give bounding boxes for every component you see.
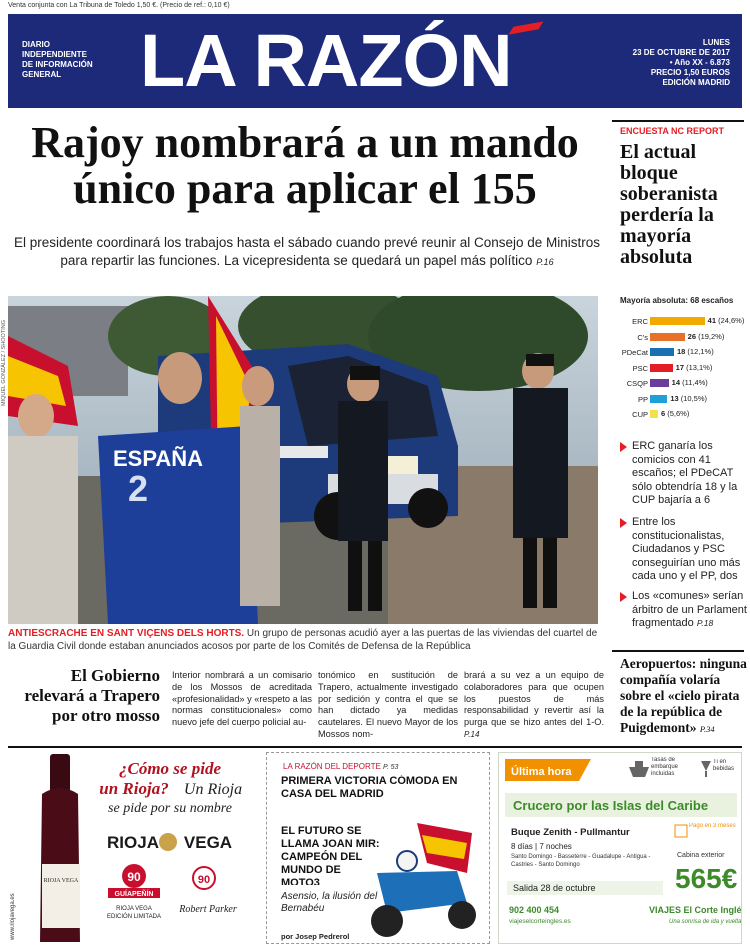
photo-caption bbox=[8, 628, 600, 653]
ship-icon bbox=[629, 761, 649, 777]
top-note: Venta conjunta con La Tribuna de Toledo 1,50 €. (Precio de ref.: 0,10 €) bbox=[8, 2, 230, 9]
poll-row bbox=[620, 392, 748, 408]
poll-row bbox=[620, 361, 748, 377]
poll-row bbox=[620, 345, 748, 361]
svg-text:Buque Zenith - Pullmantur: Buque Zenith - Pullmantur bbox=[511, 827, 630, 838]
svg-text:90: 90 bbox=[197, 874, 211, 886]
main-headline[interactable]: Rajoy nombrará a un mando único para aplicar el 155 bbox=[31, 118, 579, 213]
poll-row bbox=[620, 407, 748, 423]
page-ref: P.18 bbox=[696, 618, 714, 628]
poll-bar bbox=[650, 348, 674, 356]
poll-row bbox=[620, 376, 748, 392]
svg-text:Una sonrisa de ida y vuelta: Una sonrisa de ida y vuelta bbox=[669, 919, 741, 925]
poll-party-label: PSC bbox=[632, 363, 648, 373]
sports-story-1[interactable]: PRIMERA VICTORIA CÓMODA EN CASA DEL MADRID bbox=[281, 775, 458, 800]
airports-headline[interactable]: Aeropuertos: ninguna compañía volaría sobre el «cielo pirata de la república de Puigdemont» P.34 bbox=[620, 656, 747, 735]
svg-text:se pide por su nombre: se pide por su nombre bbox=[108, 801, 232, 816]
page-ref: P.34 bbox=[699, 724, 715, 734]
poll-row bbox=[620, 330, 748, 346]
poll-bar bbox=[650, 364, 673, 372]
svg-text:www.riojavega.es: www.riojavega.es bbox=[10, 893, 16, 940]
svg-text:Robert Parker: Robert Parker bbox=[179, 904, 237, 915]
svg-text:902 400 454: 902 400 454 bbox=[509, 905, 560, 915]
svg-text:8 días | 7 noches: 8 días | 7 noches bbox=[511, 842, 572, 851]
poll-value-label: 6 (5,6%) bbox=[661, 409, 690, 418]
poll-bar bbox=[650, 395, 667, 403]
poll-value-label: 18 (12,1%) bbox=[677, 347, 714, 356]
sidebar-rule bbox=[612, 650, 744, 652]
svg-text:RIOJA VEGA: RIOJA VEGA bbox=[43, 878, 79, 884]
trapero-column-1: Interior nombrará a un comisario de los Mossos de acreditada «profesionalidad» y «respeto a las normas constitucionales» como nuevo jefe del cuerpo policial au- bbox=[172, 670, 312, 728]
svg-text:P. 53: P. 53 bbox=[383, 764, 399, 771]
poll-value-label: 41 (24,6%) bbox=[707, 316, 745, 325]
page-ref: P.16 bbox=[536, 257, 554, 267]
trapero-column-3: brará a su vez a un equipo de colaboradores para que ocupen los puestos de más responsabilidad y revertir así la purga que se hizo antes del 1-O. P.14 bbox=[464, 670, 604, 739]
svg-text:Última hora: Última hora bbox=[511, 766, 572, 778]
travel-advert[interactable]: Última hora Tasas de embarque incluidas Ti en bebidas Crucero por las Islas del Caribe Buque Zenith - Pullmantur 8 días | 7 noches Santo Domingo - Basseterre - Guadalupe - Antigua - Castries - Santo Domingo Pago en 3 meses Cabina exterior 565€ Salida 28 de octubre 902 400 454 viajeselcorteingles.es VIAJES El Corte Inglés Una sonrisa de ida y vuelta bbox=[498, 752, 742, 944]
svg-text:Crucero por las Islas del Cari: Crucero por las Islas del Caribe bbox=[513, 798, 709, 813]
svg-text:viajeselcorteingles.es: viajeselcorteingles.es bbox=[509, 918, 571, 925]
arrow-icon bbox=[620, 518, 627, 528]
poll-row bbox=[620, 314, 748, 330]
svg-text:EDICIÓN LIMITADA: EDICIÓN LIMITADA bbox=[107, 914, 161, 920]
poll-bar bbox=[650, 333, 685, 341]
svg-text:90: 90 bbox=[127, 870, 141, 884]
wine-bottle-icon bbox=[40, 754, 80, 942]
svg-text:GUÍAPEÑÍN: GUÍAPEÑÍN bbox=[114, 891, 154, 898]
sidebar-kicker: ENCUESTA NC REPORT bbox=[620, 126, 725, 136]
sports-promo[interactable] bbox=[266, 752, 490, 944]
sidebar-rule bbox=[612, 120, 744, 122]
poll-value-label: 13 (10,5%) bbox=[670, 393, 708, 403]
caption-lead: ANTIESCRACHE EN SANT VIÇENS DELS HORTS. bbox=[8, 628, 245, 639]
bullet-item[interactable]: Los «comunes» serían árbitro de un Parlament fragmentado P.18 bbox=[620, 590, 748, 631]
bullet-item[interactable]: Entre los constitucionalistas, Ciudadanos y PSC conseguirían uno más cada uno y el PP, dos bbox=[620, 516, 748, 584]
arrow-icon bbox=[620, 442, 627, 452]
bottom-rule bbox=[8, 746, 742, 748]
masthead-tagline: DIARIO INDEPENDIENTE DE INFORMACIÓN GENERAL bbox=[22, 40, 93, 79]
newspaper-logo: LA RAZÓN bbox=[140, 19, 512, 102]
page-ref: P.14 bbox=[464, 729, 480, 739]
poll-value-label: 14 (11,4%) bbox=[671, 378, 708, 387]
logo-accent-mark bbox=[509, 21, 544, 34]
main-photo[interactable] bbox=[8, 296, 598, 624]
calendar-icon bbox=[675, 825, 687, 837]
sports-story-2[interactable]: EL FUTURO SE LLAMA JOAN MIR: CAMPEÓN DEL MUNDO DE MOTO3 bbox=[281, 825, 380, 885]
wine-advert[interactable] bbox=[8, 752, 258, 944]
svg-text:Un Rioja: Un Rioja bbox=[183, 781, 243, 798]
main-deck: El presidente coordinará los trabajos hasta el sábado cuando prevé reunir al Consejo de Ministros para repartir las funciones. La vicepresidenta se quedará un papel más político P.16 bbox=[13, 235, 601, 268]
glass-icon bbox=[701, 761, 711, 777]
svg-text:565€: 565€ bbox=[675, 863, 738, 894]
masthead bbox=[8, 14, 742, 108]
sidebar-headline[interactable]: El actual bloque soberanista perdería la mayoría absoluta bbox=[620, 141, 718, 268]
masthead-edition-info: LUNES 23 DE OCTUBRE DE 2017 • Año XX - 6.873 PRECIO 1,50 EUROS EDICIÓN MADRID bbox=[632, 38, 730, 87]
poll-party-label: ERC bbox=[632, 317, 648, 326]
sports-column[interactable]: Asensio, la ilusión del Bernabéu bbox=[281, 891, 378, 914]
poll-party-label: PDeCat bbox=[621, 348, 648, 357]
poll-bar bbox=[650, 410, 658, 418]
main-photo-illustration bbox=[8, 296, 598, 624]
poll-bar bbox=[650, 379, 669, 387]
svg-text:RIOJA: RIOJA bbox=[107, 833, 159, 852]
poll-party-label: PP bbox=[637, 394, 648, 404]
svg-text:LA RAZÓN DEL DEPORTE: LA RAZÓN DEL DEPORTE bbox=[283, 762, 381, 771]
poll-party-label: C's bbox=[637, 332, 648, 342]
poll-party-label: CUP bbox=[632, 410, 648, 419]
svg-text:VIAJES El Corte Inglés: VIAJES El Corte Inglés bbox=[649, 905, 741, 915]
svg-text:¿Cómo se pide: ¿Cómo se pide bbox=[119, 759, 221, 778]
poll-chart bbox=[620, 314, 748, 423]
poll-value-label: 26 (19,2%) bbox=[687, 331, 725, 341]
svg-text:VEGA: VEGA bbox=[183, 833, 233, 852]
svg-text:Salida 28 de octubre: Salida 28 de octubre bbox=[513, 883, 596, 893]
svg-text:por Josep Pedrerol: por Josep Pedrerol bbox=[281, 932, 350, 941]
svg-text:un Rioja?: un Rioja? bbox=[99, 779, 169, 798]
brand-seal-icon bbox=[159, 833, 177, 851]
photo-credit: MIQUEL GONZÁLEZ / SHOOTING bbox=[1, 320, 7, 406]
poll-bar bbox=[650, 317, 705, 325]
svg-text:Cabina exterior: Cabina exterior bbox=[677, 852, 725, 859]
caption-body: Un grupo de personas acudió ayer a las puertas de las viviendas del cuartel de la Guardia Civil donde estaban anunciados acosos por parte de los Comités de Defensa de la República bbox=[8, 628, 598, 652]
svg-text:ESPAÑA: ESPAÑA bbox=[113, 446, 204, 471]
bullet-item[interactable]: ERC ganaría los comicios con 41 escaños; el PDeCAT sólo obtendría 18 y la CUP bajaría a 6 bbox=[620, 440, 748, 508]
svg-text:RIOJA VEGA: RIOJA VEGA bbox=[116, 906, 152, 912]
trapero-column-2: tonómico en sustitución de Trapero, actualmente investigado por sedición y contra el que se han dictado ya medidas cautelares. El nuevo Mayor de los Mossos nom- bbox=[318, 670, 458, 739]
motorbike-rider bbox=[371, 823, 476, 937]
poll-title: Mayoría absoluta: 68 escaños bbox=[620, 296, 734, 305]
svg-text:2: 2 bbox=[128, 468, 149, 509]
poll-value-label: 17 (13,1%) bbox=[675, 362, 713, 372]
trapero-headline[interactable]: El Gobierno relevará a Trapero por otro mosso bbox=[24, 666, 160, 725]
poll-party-label: CSQP bbox=[626, 379, 648, 388]
arrow-icon bbox=[620, 592, 627, 602]
